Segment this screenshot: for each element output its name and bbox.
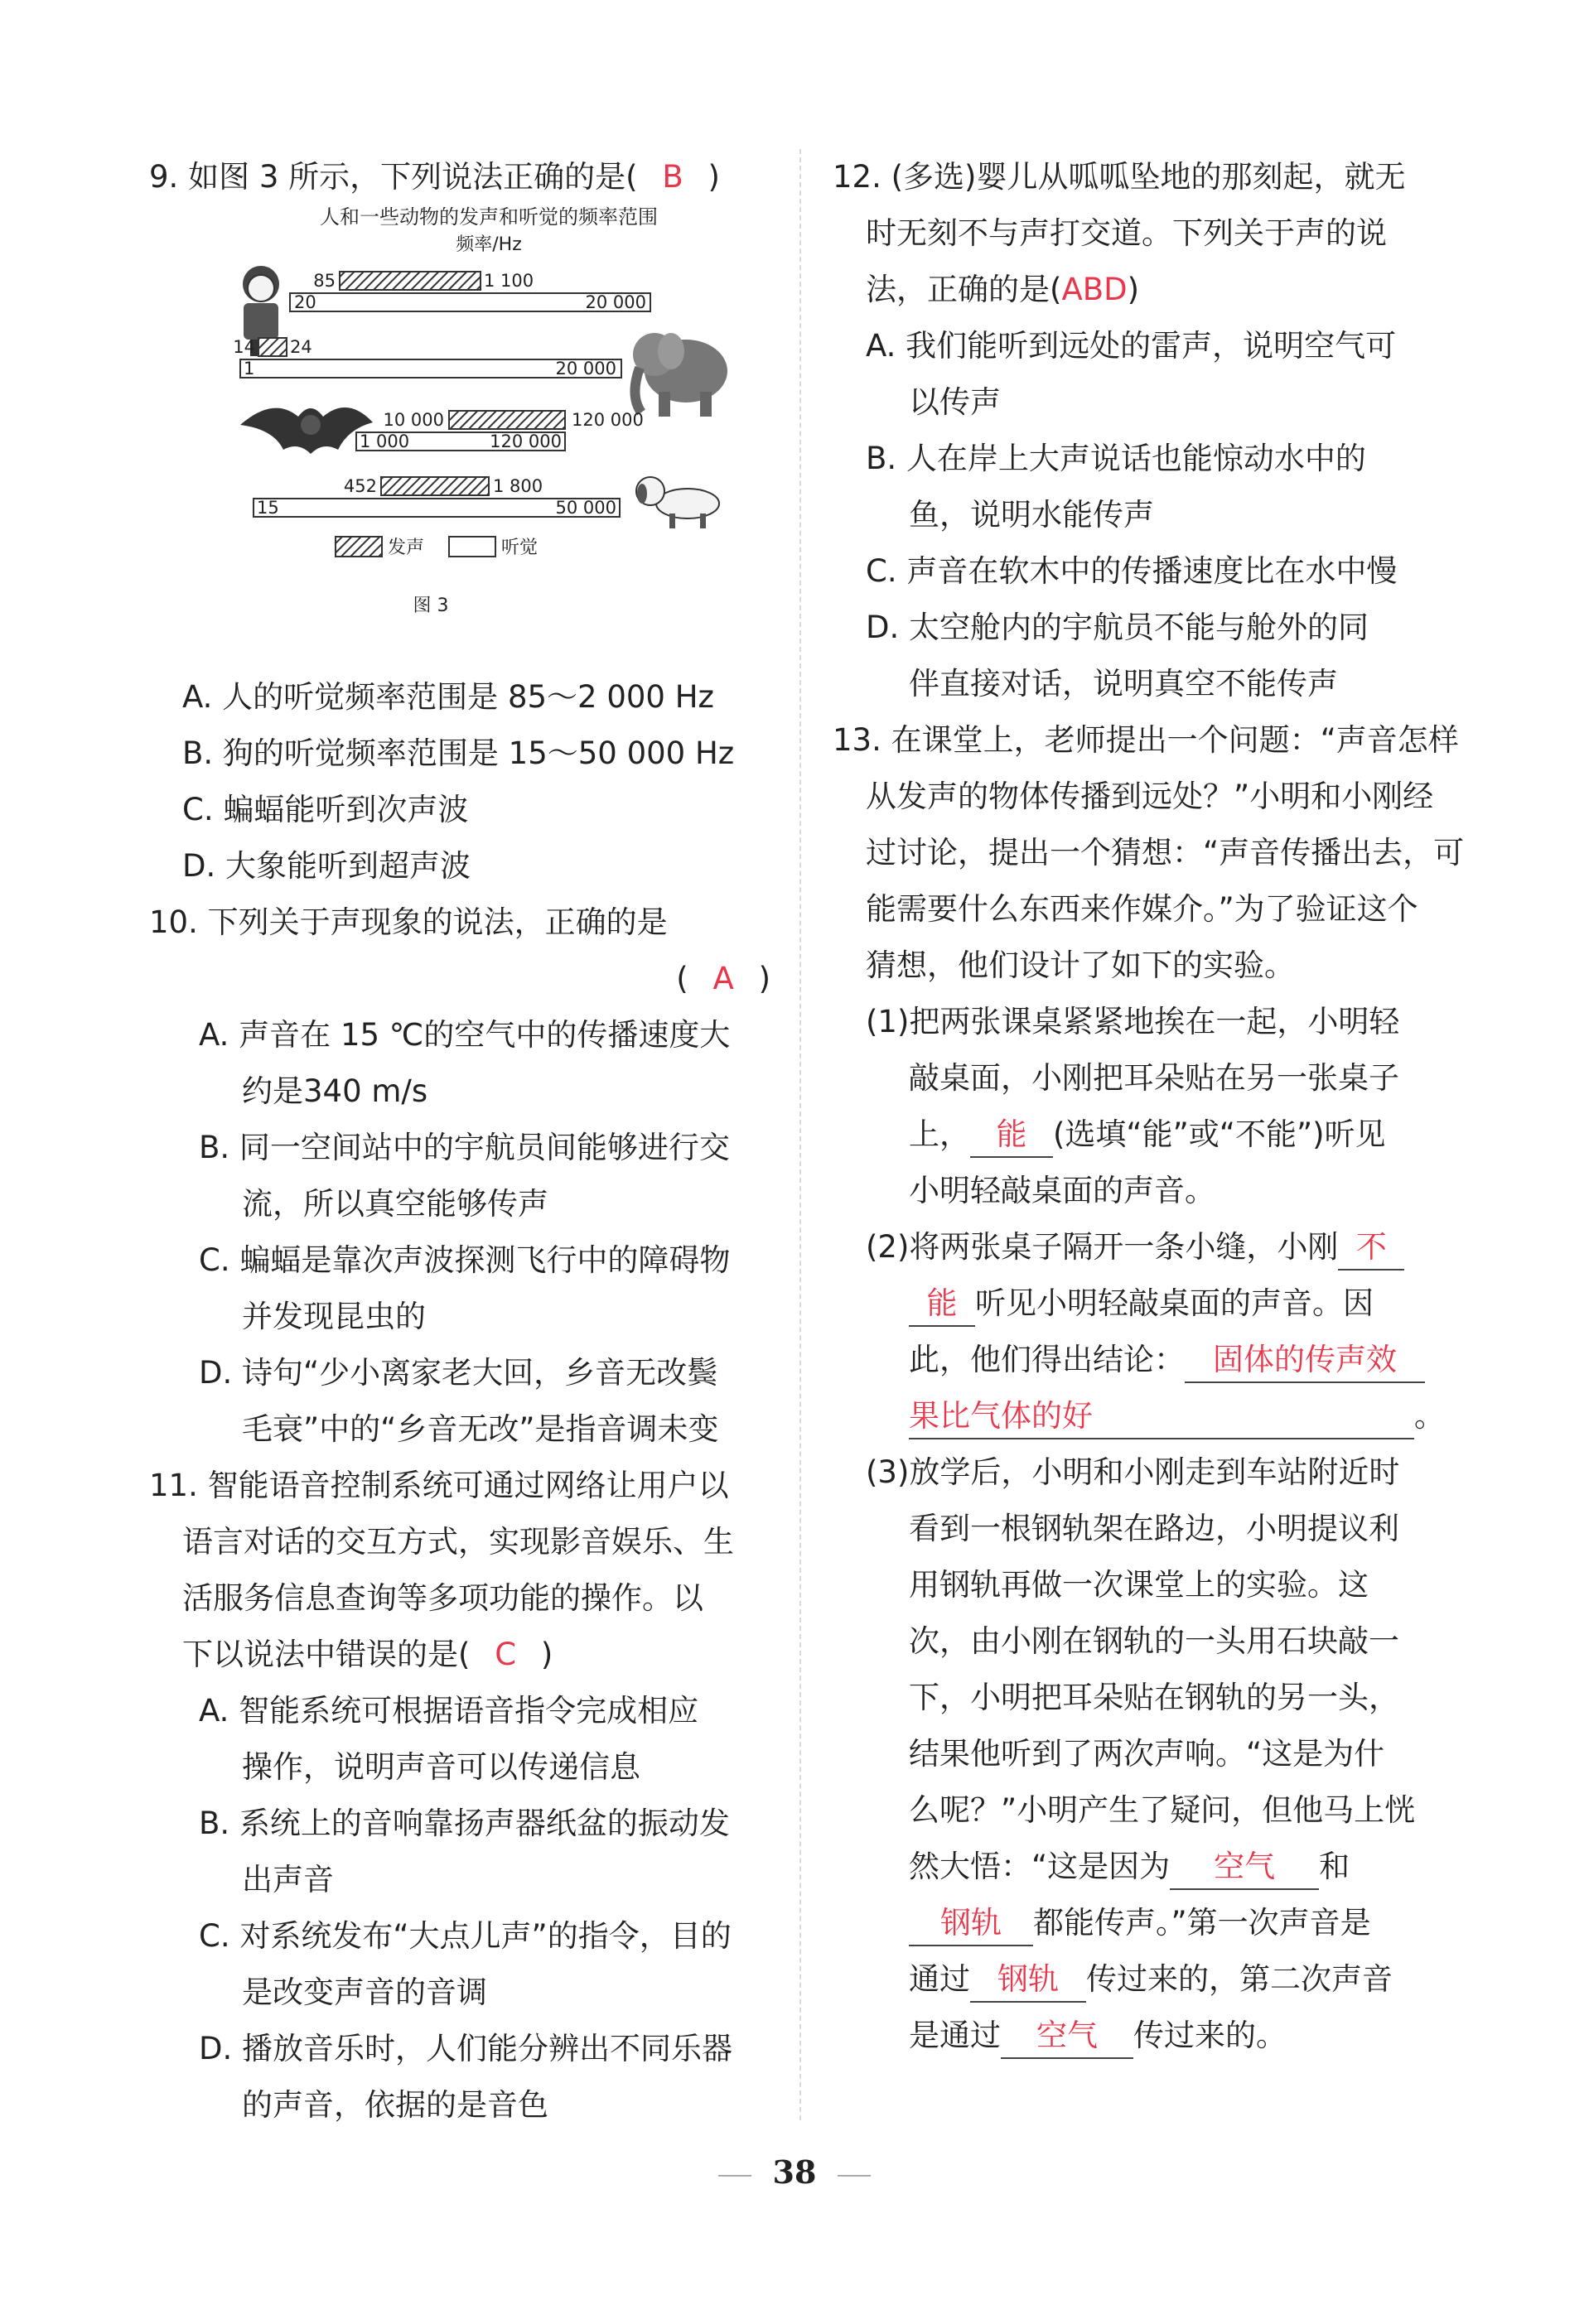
option-d-cont: 的声音，依据的是音色 [242,2087,548,2123]
fill-blank-3: 钢轨 [970,1958,1086,2003]
sub-question-1-line-2: 敲桌面，小刚把耳朵贴在另一张桌子 [909,1060,1399,1096]
question-stem-line-3: 法，正确的是(ABD) [866,272,1140,307]
human-hear-high-label: 20 000 [585,292,646,312]
option-b-cont: 流，所以真空能够传声 [242,1186,548,1222]
sub-question-3-line-5: 下，小明把耳朵贴在钢轨的另一头， [909,1680,1399,1715]
option-b-cont: 鱼，说明水能传声 [909,497,1154,533]
sub-question-3-line-3: 用钢轨再做一次课堂上的实验。这 [909,1567,1369,1603]
conclusion-blank-part-2: 果比气体的好 [909,1395,1414,1439]
question-stem-line-3: 过讨论，提出一个猜想：“声音传播出去，可 [866,835,1465,870]
question-stem: 10. 下列关于声现象的说法，正确的是 [149,904,668,940]
question-stem-line-1: 13. 在课堂上，老师提出一个问题：“声音怎样 [833,722,1459,758]
page-footer [0,2153,1589,2191]
sub-question-1-line-4: 小明轻敲桌面的声音。 [909,1173,1215,1208]
legend-hear-swatch [449,537,495,557]
dog-emit-high-label: 1 800 [493,476,543,496]
option-b: B. 同一空间站中的宇航员间能够进行交 [199,1130,730,1165]
option-b: B. 人在岸上大声说话也能惊动水中的 [866,441,1366,476]
question-stem-line-4: 下以说法中错误的是( C ) [182,1637,553,1672]
sub-question-2-line-4: 果比气体的好 。 [833,1388,1450,1444]
legend-hear-label: 听觉 [501,538,539,558]
bat-emit-bar [449,411,565,429]
question-12 [833,149,1450,712]
sub-question-1-line-1: (1)把两张课桌紧紧地挨在一起，小明轻 [866,1004,1400,1039]
conclusion-blank-part-1: 固体的传声效 [1185,1338,1425,1383]
option-d: D. 诗句“少小离家老大回，乡音无改鬓 [199,1355,718,1391]
question-9 [149,149,779,894]
fill-blank-4: 空气 [1001,2014,1133,2059]
option-a: A. 我们能听到远处的雷声，说明空气可 [866,328,1397,364]
figure-unit: 频率/Hz [456,234,522,255]
answer: A [712,961,734,996]
fill-blank-2: 钢轨 [909,1902,1033,1946]
sub-question-3-line-8: 然大悟：“这是因为 空气 和 [833,1839,1450,1895]
option-a-cont: 以传声 [909,384,1001,420]
footer-dash-left [718,2175,751,2177]
option-a: A. 声音在 15 ℃的空气中的传播速度大 [199,1017,731,1053]
question-stem-line-2: 语言对话的交互方式，实现影音娱乐、生 [182,1524,734,1560]
question-10 [149,894,779,1458]
question-stem-line-1: 12. (多选)婴儿从呱呱坠地的那刻起，就无 [833,159,1406,195]
dog-icon [636,477,719,528]
question-11 [149,1458,779,2134]
option-c: C. 对系统发布“大点儿声”的指令，目的 [199,1918,732,1954]
frequency-range-figure [232,205,746,669]
right-column [833,149,1465,2064]
option-d-cont: 毛衰”中的“乡音无改”是指音调未变 [242,1411,719,1447]
legend-emit-label: 发声 [388,538,425,558]
footer-dash-right [838,2175,871,2177]
dog-emit-bar [381,477,489,495]
fill-blank-part-2: 能 [909,1282,975,1327]
sub-question-3-line-6: 结果他听到了两次声响。“这是为什 [909,1736,1385,1772]
sub-question-3-line-11: 是通过 空气 传过来的。 [833,2008,1450,2064]
bat-hear-high-label: 120 000 [490,432,562,451]
fill-blank-1: 空气 [1170,1845,1319,1890]
option-d: D. 播放音乐时，人们能分辨出不同乐器 [199,2031,733,2066]
sub-question-2-line-1: (2)将两张桌子隔开一条小缝，小刚 不 [833,1219,1450,1275]
answer-bracket: ( A ) [676,961,770,996]
left-column [149,149,779,2134]
sub-question-3-line-1: (3)放学后，小明和小刚走到车站附近时 [866,1454,1400,1490]
dog-emit-low-label: 452 [343,476,377,496]
option-b-cont: 出声音 [242,1862,334,1897]
human-emit-high-label: 1 100 [484,271,534,291]
answer: B [662,159,683,195]
option-b: B. 系统上的音响靠扬声器纸盆的振动发 [199,1806,730,1841]
page-number: 38 [772,2153,817,2191]
figure-title: 人和一些动物的发声和听觉的频率范围 [320,205,658,229]
question-stem: 9. 如图 3 所示，下列说法正确的是( B ) [149,159,720,195]
question-stem-line-1: 11. 智能语音控制系统可通过网络让用户以 [149,1468,729,1503]
bat-emit-high-label: 120 000 [572,410,644,430]
option-c: C. 蝙蝠是靠次声波探测飞行中的障碍物 [199,1242,731,1278]
answer: C [495,1637,517,1672]
human-emit-low-label: 85 [313,271,336,291]
elephant-emit-low-label: 14 [233,337,255,357]
option-d: D. 太空舱内的宇航员不能与舱外的同 [866,610,1369,645]
option-c: C. 声音在软木中的传播速度比在水中慢 [866,553,1398,589]
fill-blank: 能 [970,1113,1053,1158]
bat-emit-low-label: 10 000 [383,410,444,430]
human-hear-low-label: 20 [294,292,316,312]
figure-caption: 图 3 [413,595,449,616]
sub-question-2-line-3: 此，他们得出结论： 固体的传声效 [833,1332,1450,1388]
column-divider [799,149,801,2120]
elephant-emit-bar [258,338,287,356]
frequency-range-diagram [232,205,746,669]
question-stem-line-4: 能需要什么东西来作媒介。”为了验证这个 [866,891,1418,927]
question-stem-line-5: 猜想，他们设计了如下的实验。 [866,947,1295,983]
answer: ABD [1061,272,1128,307]
option-d: D. 大象能听到超声波 [182,848,471,884]
option-c: C. 蝙蝠能听到次声波 [182,792,469,827]
question-13 [833,712,1465,2064]
option-a-cont: 操作，说明声音可以传递信息 [242,1749,640,1785]
option-d-cont: 伴直接对话，说明真空不能传声 [909,666,1338,702]
fill-blank-part-1: 不 [1338,1226,1404,1270]
sub-question-3-line-2: 看到一根钢轨架在路边，小明提议利 [909,1511,1399,1546]
question-stem-line-3: 活服务信息查询等多项功能的操作。以 [182,1580,703,1616]
question-stem-line-2: 从发声的物体传播到远处？”小明和小刚经 [866,779,1434,814]
sub-question-2-line-2: 能 听见小明轻敲桌面的声音。因 [833,1275,1450,1332]
sub-question-3-line-10: 通过 钢轨 传过来的，第二次声音 [833,1951,1450,2008]
legend-emit-swatch [336,537,382,557]
bat-icon [240,407,373,454]
option-a-cont: 约是340 m/s [242,1073,428,1109]
dog-hear-low-label: 15 [257,498,279,518]
bat-hear-low-label: 1 000 [360,432,410,451]
option-c-cont: 并发现昆虫的 [242,1299,426,1334]
option-a: A. 人的听觉频率范围是 85～2 000 Hz [182,679,714,715]
option-a: A. 智能系统可根据语音指令完成相应 [199,1693,699,1729]
elephant-hear-low-label: 1 [244,359,255,378]
elephant-hear-high-label: 20 000 [555,359,616,378]
option-b: B. 狗的听觉频率范围是 15～50 000 Hz [182,735,735,771]
human-emit-bar [340,272,481,290]
elephant-icon [633,333,727,417]
question-stem-line-2: 时无刻不与声打交道。下列关于声的说 [866,215,1387,251]
sub-question-3-line-7: 么呢？”小明产生了疑问，但他马上恍 [909,1792,1416,1828]
sub-question-1-line-3: 上， 能 (选填“能”或“不能”)听见 [833,1107,1450,1163]
elephant-emit-high-label: 24 [290,337,312,357]
sub-question-3-line-9: 钢轨 都能传声。”第一次声音是 [833,1895,1450,1951]
dog-hear-high-label: 50 000 [555,498,616,518]
sub-question-3-line-4: 次，由小刚在钢轨的一头用石块敲一 [909,1623,1399,1659]
option-c-cont: 是改变声音的音调 [242,1974,487,2010]
